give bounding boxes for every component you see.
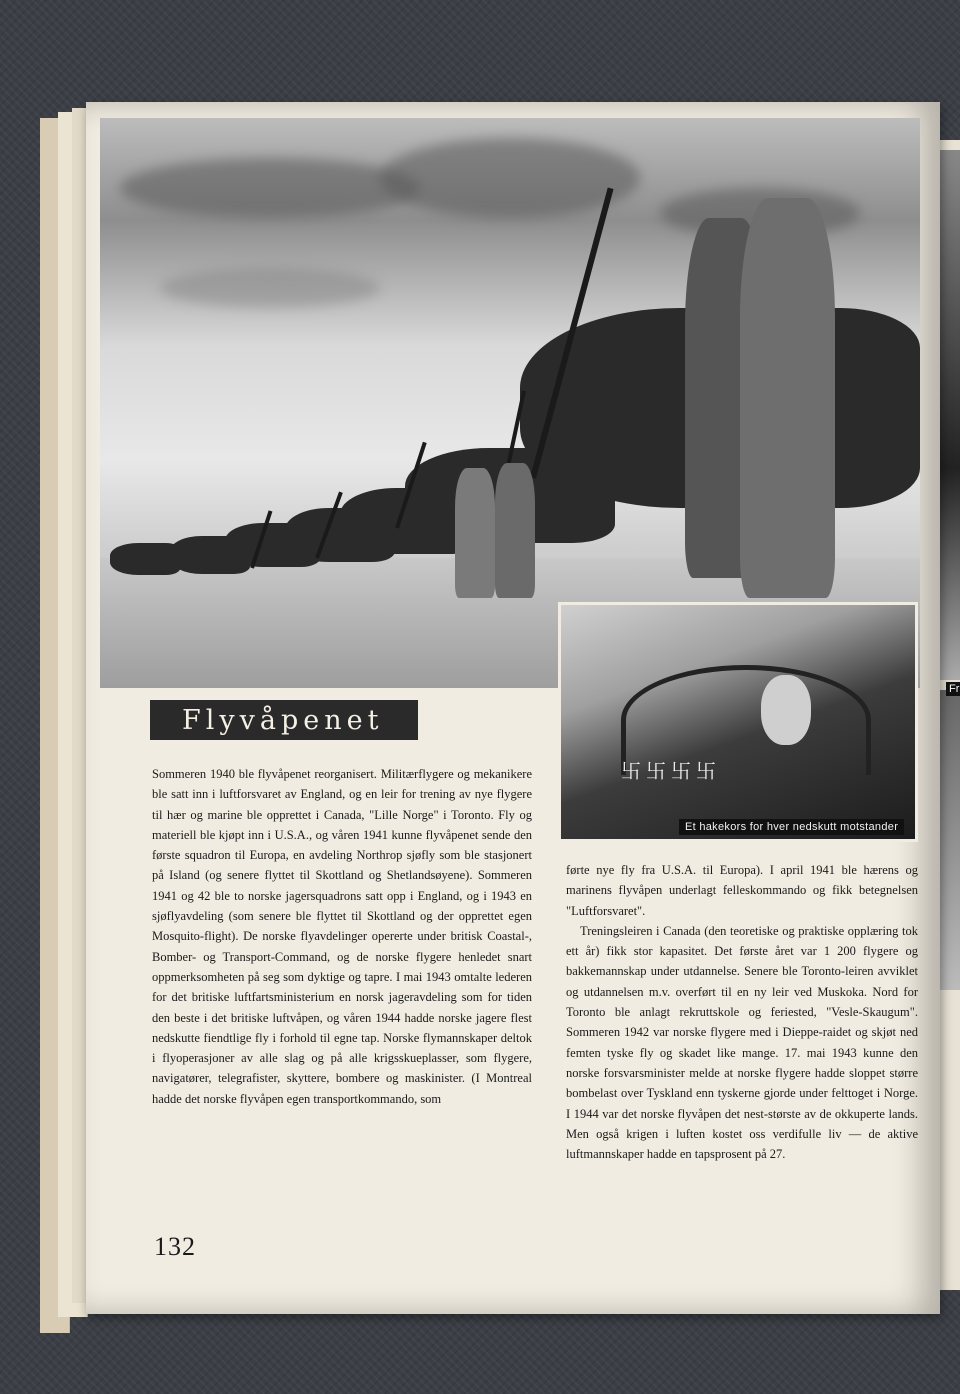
- paragraph: Sommeren 1940 ble flyvåpenet reorganisert. Militærflygere og mekanikere ble satt inn i luftforsvaret av England, og en leir for trening av nye flygere til hær og marine ble opprettet i Canada, "Lille Norge" i Toronto. Fly og materiell ble kjøpt inn i U.S.A., og våren 1941 kunne flyvåpenet sende den første squadron til Europa, en avdeling Northrop sjøfly som ble stasjonert på Island (og senere flyttet til Skottland og Shetlandsøyene). Sommeren 1941 og 42 ble to norske jagersquadrons satt opp i England, og i 1943 en sjøflyavdeling (som senere ble flyttet til Skottland og der opprettet egen Mosquito-flight). De norske flyavdelinger opererte under britisk Coastal-, Bomber- og Transport-Command, og de norske flygere henledet snart oppmerksomheten på seg som dyktige og tapre. I mai 1943 omtalte lederen for det britiske luftfartsministerium en norsk jageravdeling som for tiden den beste i det britiske luftvåpen, og våren 1944 hadde norske jagere flest nedskutte fiendtlige fly i forhold til egne tap. Norske flymannskaper deltok i flyoperasjoner av alle slag og på alle krigsskueplasser, som flygere, navigatører, telegrafister, skyttere, bombere og maskinister. (I Montreal hadde det norske flyvåpen egen transportkommando, som: [152, 767, 532, 1106]
- page-number: 132: [154, 1232, 196, 1261]
- victory-mark-icon: 卐: [646, 759, 666, 783]
- body-column-left: [152, 764, 532, 1109]
- victory-mark-icon: 卐: [696, 759, 716, 783]
- photo-caption: Et hakekors for hver nedskutt motstander: [679, 819, 904, 835]
- paragraph: førte nye fly fra U.S.A. til Europa). I april 1941 ble hærens og marinens flyvåpen underlagt felleskommando og fikk betegnelsen "Luftforsvaret".: [566, 863, 918, 918]
- paragraph: Treningsleiren i Canada (den teoretiske og praktiske opplæring tok ett år) fikk stor kapasitet. Det første året var 1 200 flygere og bakkemannskap under utdannelse. Senere ble Toronto-leiren avviklet og utdannelsen m.v. overført til en ny leir ved Muskoka. Nord for Toronto ble anlagt rekruttskole og feriested, "Vesle-Skaugum". Sommeren 1942 var norske flygere med i Dieppe-raidet og skjøt ned femten tyske fly og skadet like mange. 17. mai 1943 kunne den norske forsvarsminister melde at norske flygere hadde sloppet større bombelast over Tyskland enn tyskerne gjorde under felttoget i Norge. I 1944 var det norske flyvåpen det nest-største av de okkuperte lands. Men også krigen i luften kostet oss verdifulle liv — de aktive luftmannskaper hadde en tapsprosent på 27.: [566, 923, 918, 1162]
- pilot-cockpit-photo: [558, 602, 918, 842]
- victory-mark-icon: 卐: [621, 759, 641, 783]
- facing-page-photo: [938, 690, 960, 990]
- facing-page-caption: Fr: [946, 682, 960, 696]
- body-column-right: [566, 860, 918, 1164]
- chapter-title: Flyvåpenet: [150, 700, 418, 740]
- victory-mark-icon: 卐: [671, 759, 691, 783]
- facing-page-photo: [938, 150, 960, 680]
